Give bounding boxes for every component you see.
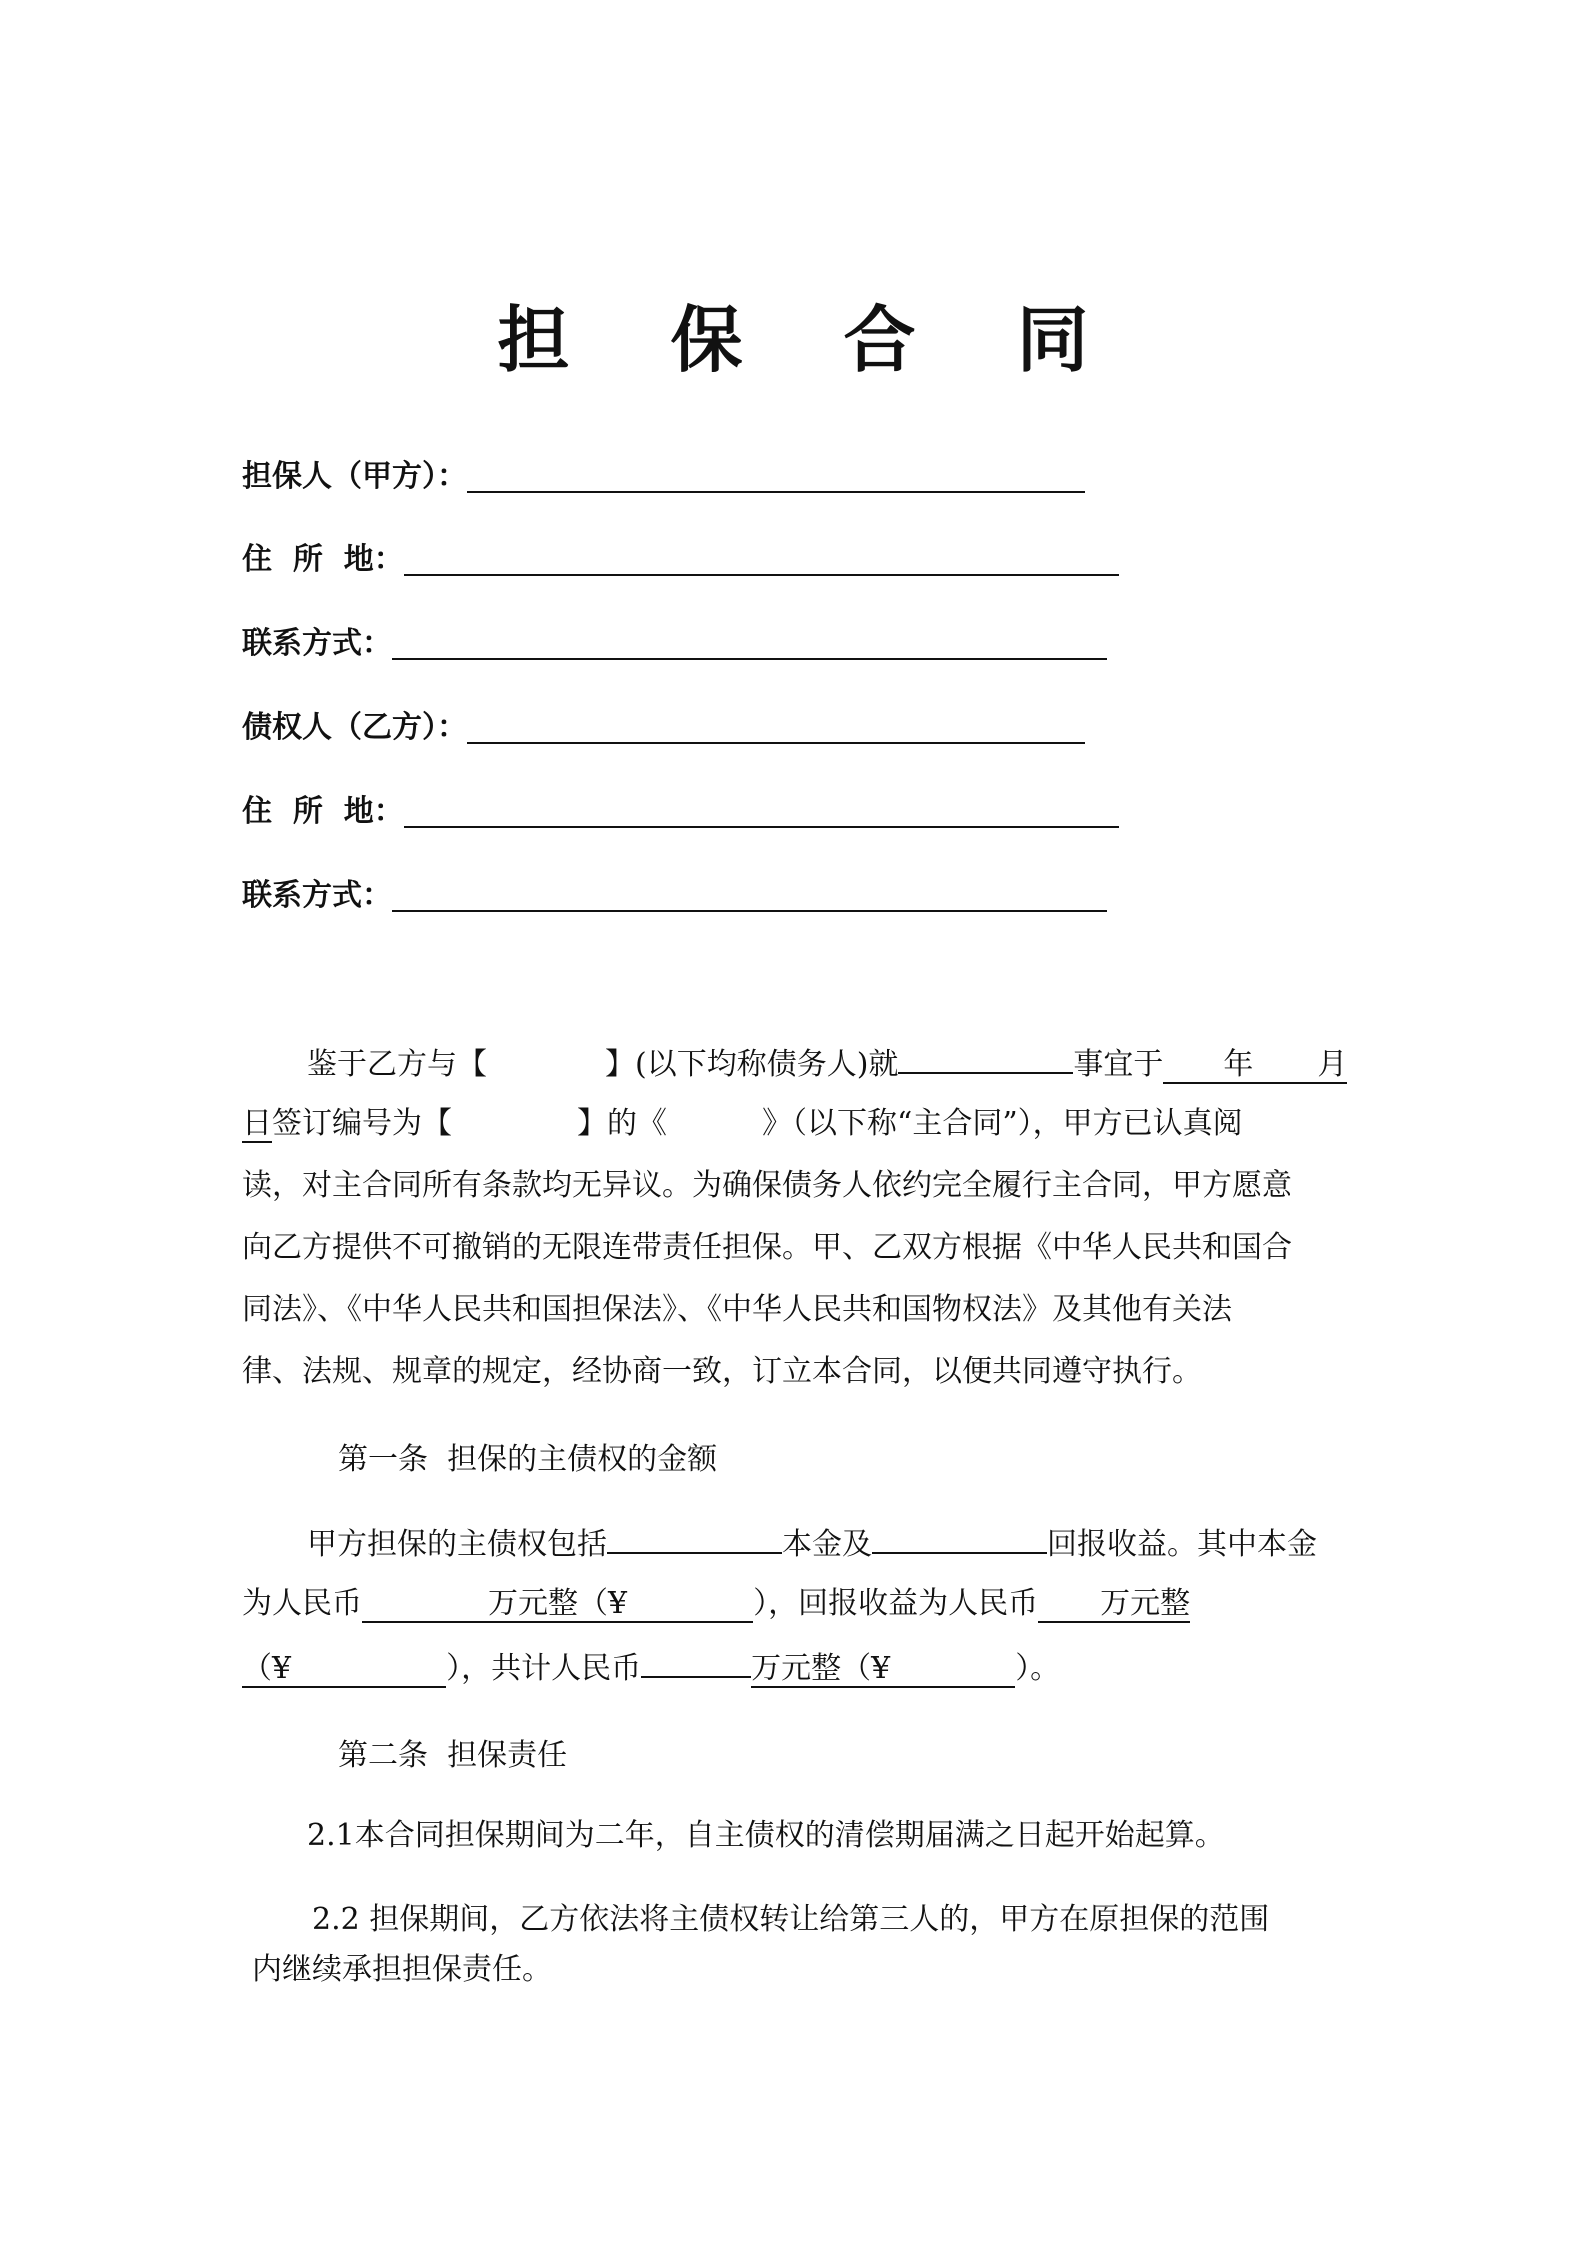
preamble-line-6: 律、法规、规章的规定，经协商一致，订立本合同，以便共同遵守执行。 — [242, 1354, 1202, 1389]
creditor-field[interactable] — [242, 696, 1085, 746]
return-amount-field[interactable] — [1038, 1586, 1190, 1623]
preamble-line-5: 同法》、《中华人民共和国担保法》、《中华人民共和国物权法》及其他有关法 — [242, 1292, 1232, 1327]
article-1-heading: 第一条 担保的主债权的金额 — [338, 1442, 718, 1477]
creditor-blank[interactable] — [467, 742, 1085, 744]
creditor-address-label: 住 所 地： — [242, 794, 404, 829]
creditor-address-field[interactable] — [242, 780, 1119, 830]
article-text: 为人民币 — [242, 1586, 362, 1621]
article-text: （¥ — [242, 1651, 292, 1686]
guarantor-field[interactable] — [242, 445, 1085, 495]
preamble-line-1 — [307, 1042, 1347, 1085]
article-1-line-3 — [242, 1646, 1060, 1689]
article-text: 万元整（¥ — [488, 1586, 628, 1621]
article-text: 万元整 — [1100, 1586, 1191, 1621]
article-text: ）。 — [1015, 1651, 1061, 1686]
principal-amount-field[interactable] — [362, 1586, 753, 1623]
article-text: ），共计人民币 — [446, 1651, 642, 1686]
preamble-text: 签订编号为【 — [272, 1106, 452, 1141]
guarantor-label: 担保人（甲方）： — [242, 459, 467, 494]
guarantor-address-field[interactable] — [242, 528, 1119, 578]
clause-2-2-line-2: 内继续承担担保责任。 — [252, 1952, 552, 1987]
total-blank[interactable] — [641, 1646, 751, 1678]
contract-title: 担 保 合 同 — [497, 297, 1127, 382]
creditor-address-blank[interactable] — [404, 826, 1119, 828]
return-yuan-field[interactable] — [242, 1651, 446, 1688]
day-label[interactable]: 日 — [242, 1106, 272, 1141]
preamble-text: 】(以下均称债务人)就 — [605, 1047, 899, 1082]
article-text: 甲方担保的主债权包括 — [307, 1527, 607, 1562]
principal-blank[interactable] — [607, 1522, 782, 1554]
preamble-line-3: 读，对主合同所有条款均无异议。为确保债务人依约完全履行主合同，甲方愿意 — [242, 1168, 1292, 1203]
total-amount-field[interactable] — [751, 1651, 1015, 1688]
creditor-contact-field[interactable] — [242, 864, 1107, 914]
return-blank[interactable] — [872, 1522, 1047, 1554]
creditor-label: 债权人（乙方）： — [242, 710, 467, 745]
preamble-line-4: 向乙方提供不可撤销的无限连带责任担保。甲、乙双方根据《中华人民共和国合 — [242, 1230, 1292, 1265]
year-label: 年 — [1223, 1047, 1254, 1082]
guarantor-contact-field[interactable] — [242, 612, 1107, 662]
preamble-text: 鉴于乙方与【 — [307, 1047, 487, 1082]
guarantor-contact-blank[interactable] — [392, 658, 1107, 660]
guarantor-address-blank[interactable] — [404, 574, 1119, 576]
article-text: ），回报收益为人民币 — [753, 1586, 1039, 1621]
year-month-field[interactable] — [1163, 1047, 1347, 1084]
creditor-contact-blank[interactable] — [392, 910, 1107, 912]
article-1-line-2 — [242, 1584, 1190, 1624]
preamble-text: 》（以下称“主合同”），甲方已认真阅 — [762, 1106, 1243, 1141]
month-label: 月 — [1317, 1047, 1348, 1082]
article-text: 万元整（¥ — [751, 1651, 891, 1686]
debtor-name-blank[interactable] — [487, 1044, 605, 1074]
guarantor-address-label: 住 所 地： — [242, 542, 404, 577]
matter-blank[interactable] — [898, 1042, 1073, 1074]
preamble-text: 事宜于 — [1073, 1047, 1164, 1082]
creditor-contact-label: 联系方式： — [242, 878, 392, 913]
preamble-text: 】的《 — [577, 1106, 667, 1141]
preamble-line-2 — [242, 1104, 1243, 1144]
guarantor-contact-label: 联系方式： — [242, 626, 392, 661]
clause-2-2-line-1: 2.2 担保期间，乙方依法将主债权转让给第三人的，甲方在原担保的范围 — [312, 1902, 1270, 1937]
article-2-heading: 第二条 担保责任 — [338, 1738, 568, 1773]
guarantor-blank[interactable] — [467, 491, 1085, 493]
article-1-line-1 — [307, 1522, 1317, 1565]
article-text: 回报收益。其中本金 — [1047, 1527, 1317, 1562]
article-text: 本金及 — [782, 1527, 872, 1562]
clause-2-1: 2.1本合同担保期间为二年，自主债权的清偿期届满之日起开始起算。 — [307, 1818, 1225, 1853]
